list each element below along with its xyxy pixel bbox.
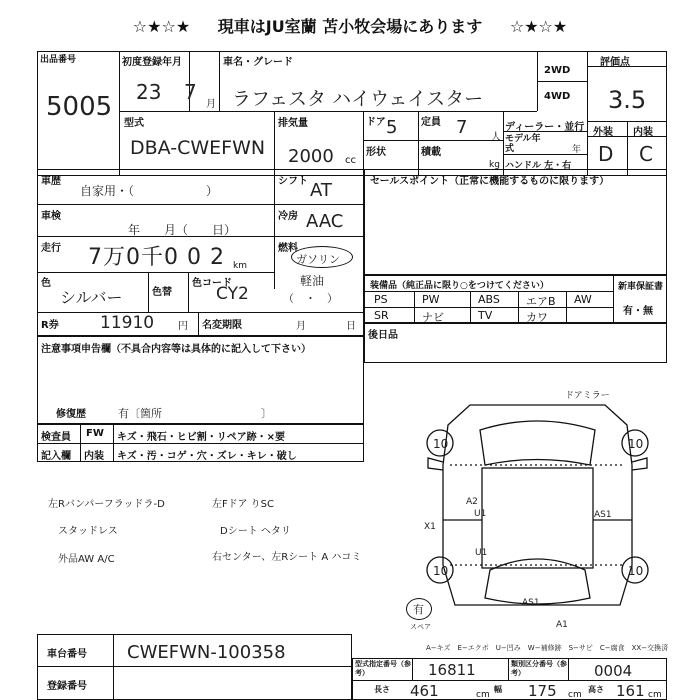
recycle-label: R券 [41, 320, 59, 331]
rear-items-label: 後日品 [368, 330, 398, 341]
equipment-item: ABS [478, 293, 500, 306]
specified-no-label: 型式指定番号（参考） [355, 660, 411, 677]
color-value: シルバー [60, 288, 123, 307]
mark-as1-right: AS1 [594, 510, 612, 520]
width-label: 幅 [494, 685, 502, 694]
mark-a2: A2 [466, 497, 478, 507]
displacement-unit: cc [345, 155, 356, 166]
width-value: 175 [528, 682, 557, 700]
tire-rf-value: 10 [628, 437, 644, 451]
inspector-sub: FW [86, 428, 104, 439]
color-change-label: 色替 [152, 287, 172, 298]
aircon-label: 冷房 [278, 211, 298, 222]
notes-label: 注意事項申告欄（不具合内容等は具体的に記入して下さい） [41, 344, 311, 355]
damage-legend: A−キズ E−エクボ U−凹み W−補修跡 S−サビ C−腐食 XX−交換済 [426, 644, 669, 652]
load-unit: kg [489, 160, 500, 170]
drive-4wd: 4WD [544, 91, 571, 102]
mark-y: 有 [413, 603, 424, 616]
page-title: 現車はJU室蘭 苫小牧会場にあります [217, 17, 483, 36]
length-value: 461 [410, 682, 439, 700]
width-unit: cm [568, 690, 582, 700]
hw-note-3: スタッドレス [58, 526, 118, 537]
color-code: CY2 [216, 284, 249, 304]
name-change-day: 日 [346, 321, 356, 332]
category-no-value: 0004 [594, 662, 633, 680]
recycle-unit: 円 [178, 321, 188, 332]
chassis-label: 車台番号 [47, 649, 87, 660]
entry-items: キズ・汚・コゲ・穴・ズレ・キレ・破し [117, 451, 297, 462]
doors-value: 5 [386, 117, 398, 138]
specified-no-value: 16811 [428, 661, 476, 679]
rear-items-frame [364, 323, 667, 363]
mark-as1-bottom: AS1 [522, 598, 540, 608]
score-value: 3.5 [608, 86, 647, 114]
fuel-diesel: 軽油 [300, 274, 325, 288]
score-exterior-label: 外装 [593, 127, 613, 138]
reg-no-label: 登録番号 [47, 681, 87, 692]
model-label: 型式 [124, 118, 144, 129]
fuel-gasoline: ガソリン [296, 253, 340, 266]
stars-right: ☆★☆★ [509, 17, 568, 36]
equipment-item: エアB [526, 295, 556, 308]
mark-u1: U1 [474, 509, 487, 519]
category-no-label: 類別区分番号（参考） [511, 660, 567, 677]
equipment-item: SR [374, 309, 389, 322]
inspector-items: キズ・飛石・ヒビ割・リペア跡・×要 [117, 432, 285, 443]
doors-label: ドア [366, 117, 386, 128]
load-label: 積載 [421, 147, 441, 158]
car-name-value: ラフェスタ ハイウェイスター [232, 88, 484, 110]
hw-note-6: 右センター、左Rシート A ハコミ [212, 552, 362, 563]
warranty-label: 新車保証書 [618, 282, 664, 292]
model-value: DBA-CWEFWN [130, 137, 266, 159]
equipment-item: PW [422, 293, 440, 306]
diagram-top-note: ドアミラー [565, 391, 610, 401]
model-year-label: モデル年式 [505, 134, 541, 154]
mileage-value: 7万0千0 0 2 [88, 245, 225, 270]
entry-sub: 内装 [84, 451, 104, 462]
hw-note-4: Dシート ヘタリ [220, 526, 291, 537]
stars-left: ☆★☆★ [132, 17, 191, 36]
registration-year: 23 [136, 80, 162, 104]
recycle-value: 11910 [100, 313, 155, 333]
header-title-bar [0, 14, 700, 37]
fuel-gasoline-circle [291, 246, 353, 268]
score-exterior: D [598, 142, 614, 166]
score-label: 評価点 [600, 57, 630, 68]
length-label: 長さ [374, 685, 390, 694]
height-value: 161 [616, 682, 645, 700]
mileage-label: 走行 [41, 243, 61, 254]
capacity-label: 定員 [421, 117, 441, 128]
shift-label: シフト [278, 176, 308, 187]
name-change-label: 名変期限 [202, 320, 242, 331]
tire-rr-value: 10 [628, 564, 644, 578]
mileage-unit: km [233, 261, 247, 271]
sales-point-label: セールスポイント（正常に機能するものに限ります） [370, 176, 610, 187]
displacement-label: 排気量 [278, 118, 308, 129]
repair-label: 修復歴 [56, 409, 86, 420]
repair-value: 有〔箇所 〕 [118, 407, 272, 420]
tire-lr-value: 10 [433, 564, 449, 578]
registration-label: 初度登録年月 [122, 57, 182, 68]
aircon-value: AAC [306, 211, 344, 232]
name-change-month: 月 [296, 321, 306, 332]
inspector-label: 検査員 [41, 432, 71, 443]
shape-label: 形状 [366, 147, 386, 158]
equipment-item: TV [478, 309, 493, 322]
lot-number: 5005 [46, 92, 113, 122]
handle-label: ハンドル 左・右 [505, 161, 572, 171]
capacity-value: 7 [456, 117, 468, 138]
score-interior: C [639, 142, 653, 166]
history-value: 自家用・（ ） [80, 184, 219, 198]
inspection-label: 車検 [41, 211, 61, 222]
car-damage-diagram [410, 370, 665, 632]
mark-bottom-note: スペア [410, 623, 431, 631]
dealer-label: ディーラー・並行 [505, 122, 585, 133]
registration-month: 7 [184, 80, 197, 104]
equipment-item: PS [374, 293, 388, 306]
shift-value: AT [310, 180, 332, 201]
equipment-item: ナビ [422, 311, 444, 324]
inspection-value: 年 月（ 日） [128, 223, 237, 237]
color-label: 色 [41, 278, 51, 289]
fuel-label: 燃料 [278, 243, 298, 254]
height-unit: cm [648, 690, 662, 700]
capacity-unit: 人 [491, 132, 501, 143]
equipment-item: カワ [526, 311, 548, 324]
hw-note-1: 左Rバンパーフラッドラ-D [48, 499, 165, 510]
mark-u1-left: U1 [475, 548, 488, 558]
model-year-suffix: 年 [572, 145, 582, 155]
mark-a1: A1 [556, 620, 568, 630]
history-label: 車歴 [41, 176, 61, 187]
entry-label: 記入欄 [41, 451, 71, 462]
chassis-value: CWEFWN-100358 [127, 642, 286, 663]
mark-x: X1 [424, 522, 436, 532]
tire-lf-value: 10 [433, 437, 449, 451]
drive-2wd: 2WD [544, 65, 571, 76]
length-unit: cm [476, 690, 490, 700]
fuel-other: （ ・ ） [283, 292, 338, 305]
hw-note-2: 左Fドア りSC [212, 499, 274, 510]
height-label: 高さ [588, 685, 604, 694]
color-code-label: 色コード [192, 278, 232, 289]
warranty-value: 有・無 [623, 306, 653, 317]
equipment-item: AW [574, 293, 592, 306]
lot-label: 出品番号 [40, 55, 77, 65]
hw-note-5: 外品AW A/C [58, 554, 115, 565]
car-name-label: 車名・グレード [223, 57, 293, 68]
equipment-label: 装備品（純正品に限り○をつけてください） [370, 281, 549, 291]
displacement-value: 2000 [288, 146, 334, 167]
registration-month-unit: 月 [206, 99, 216, 110]
score-interior-label: 内装 [633, 127, 653, 138]
